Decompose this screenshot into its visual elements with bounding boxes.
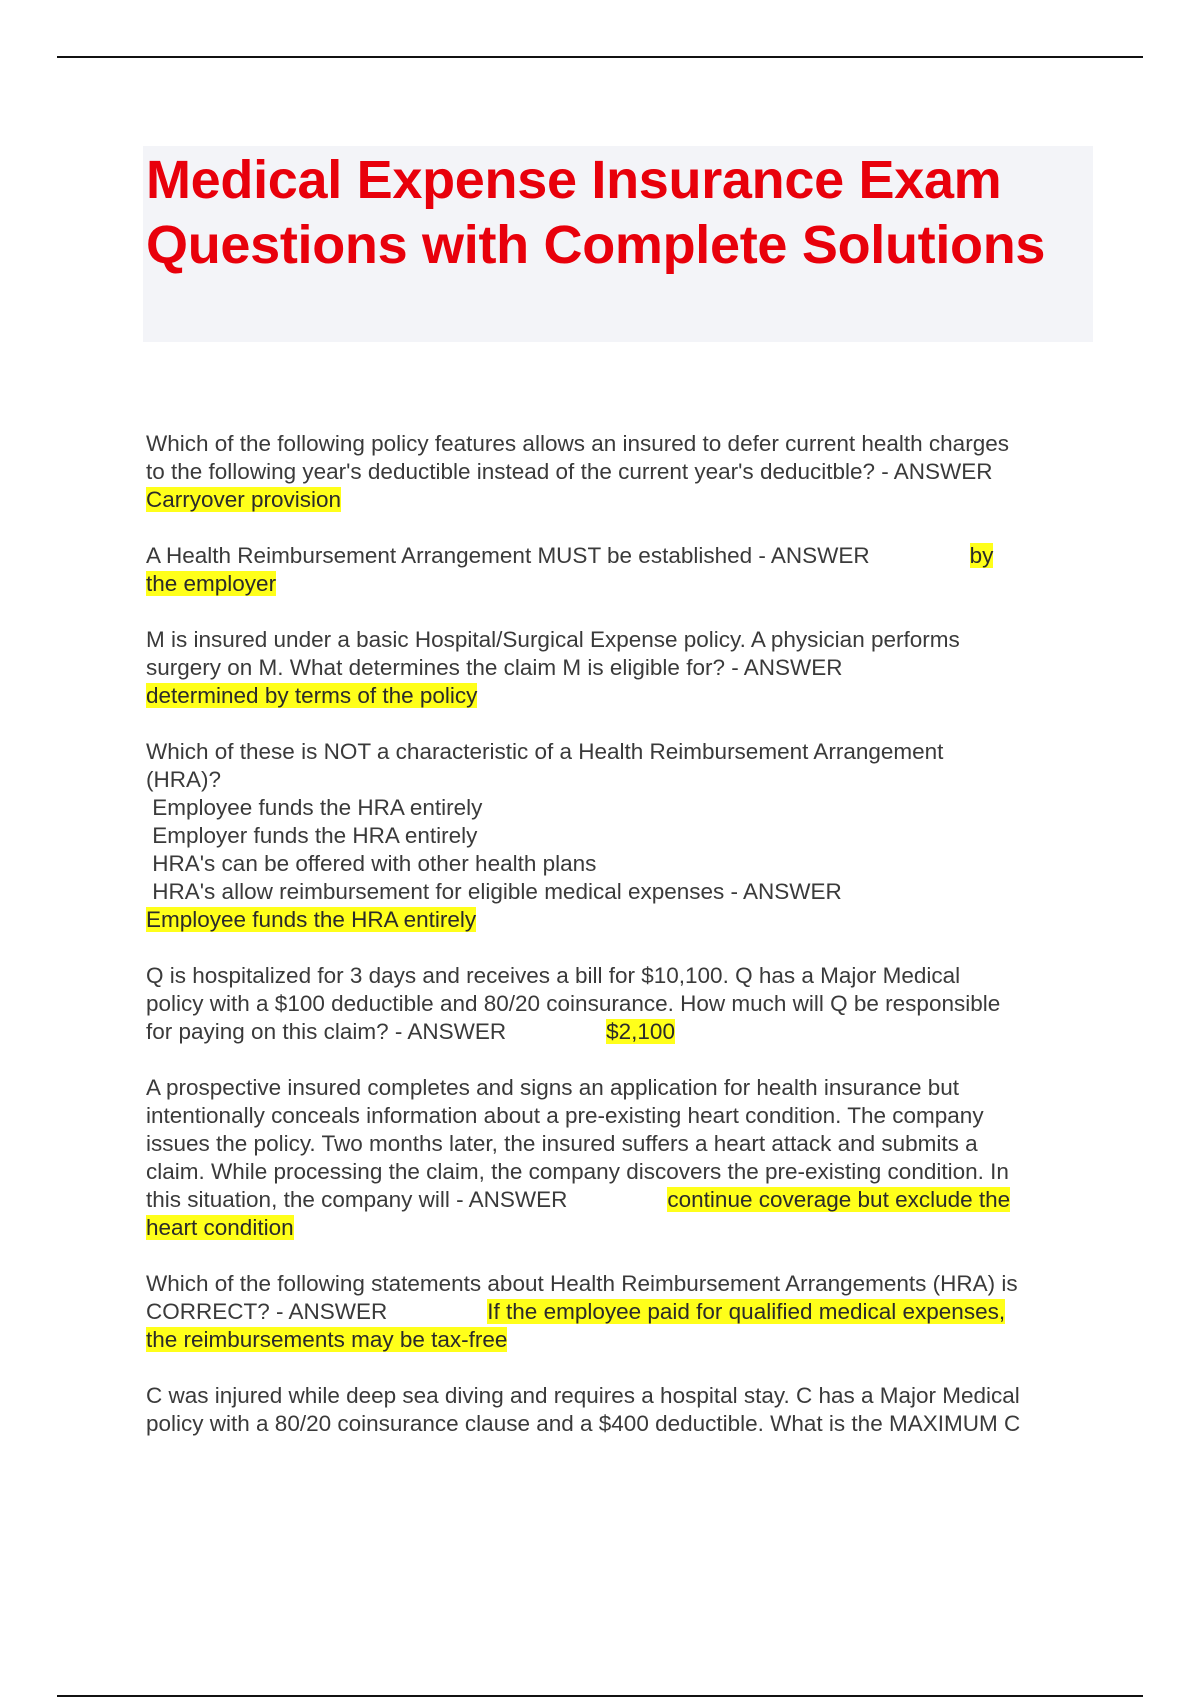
- question-line: issues the policy. Two months later, the insured suffers a heart attack and submits a: [146, 1131, 978, 1156]
- bottom-rule: [57, 1695, 1143, 1697]
- question-line: C was injured while deep sea diving and requires a hospital stay. C has a Major Medical: [146, 1383, 1020, 1408]
- option-line: Employer funds the HRA entirely: [146, 823, 478, 848]
- qa-item: [146, 1074, 1096, 1242]
- top-rule: [57, 56, 1143, 58]
- qa-list: [146, 430, 1096, 1466]
- answer-highlight: heart condition: [146, 1215, 294, 1240]
- answer-highlight: $2,100: [606, 1019, 675, 1044]
- question-line: Which of the following policy features allows an insured to defer current health charges: [146, 431, 1009, 456]
- answer-highlight: determined by terms of the policy: [146, 683, 478, 708]
- qa-item: [146, 542, 1096, 598]
- question-line: to the following year's deductible instead of the current year's deducitble? - ANSWER: [146, 459, 993, 484]
- question-line: for paying on this claim? - ANSWER: [146, 1019, 507, 1044]
- question-line: M is insured under a basic Hospital/Surgical Expense policy. A physician performs: [146, 627, 960, 652]
- answer-highlight: Employee funds the HRA entirely: [146, 907, 477, 932]
- qa-item: [146, 430, 1096, 514]
- answer-highlight: by: [969, 543, 994, 568]
- answer-highlight: continue coverage but exclude the: [667, 1187, 1011, 1212]
- answer-highlight: the reimbursements may be tax-free: [146, 1327, 508, 1352]
- option-line: HRA's allow reimbursement for eligible medical expenses - ANSWER: [146, 879, 842, 904]
- question-line: Q is hospitalized for 3 days and receives a bill for $10,100. Q has a Major Medical: [146, 963, 961, 988]
- answer-highlight: If the employee paid for qualified medical expenses,: [487, 1299, 1006, 1324]
- question-line: intentionally conceals information about a pre-existing heart condition. The company: [146, 1103, 984, 1128]
- option-line: Employee funds the HRA entirely: [146, 795, 483, 820]
- question-line: claim. While processing the claim, the company discovers the pre-existing condition. In: [146, 1159, 1009, 1184]
- qa-item: [146, 962, 1096, 1046]
- question-line: Which of these is NOT a characteristic of a Health Reimbursement Arrangement: [146, 739, 944, 764]
- question-line: surgery on M. What determines the claim M is eligible for? - ANSWER: [146, 655, 843, 680]
- answer-highlight: Carryover provision: [146, 487, 342, 512]
- question-line: (HRA)?: [146, 767, 222, 792]
- qa-item: [146, 1382, 1096, 1438]
- qa-item: [146, 738, 1096, 934]
- question-line: policy with a $100 deductible and 80/20 coinsurance. How much will Q be responsible: [146, 991, 1001, 1016]
- option-line: HRA's can be offered with other health plans: [146, 851, 597, 876]
- qa-item: [146, 626, 1096, 710]
- document-title: Medical Expense Insurance Exam Questions with Complete Solutions: [146, 150, 1046, 275]
- question-line: Which of the following statements about Health Reimbursement Arrangements (HRA) is: [146, 1271, 1018, 1296]
- question-line: CORRECT? - ANSWER: [146, 1299, 388, 1324]
- question-line: A prospective insured completes and signs an application for health insurance but: [146, 1075, 959, 1100]
- question-line: policy with a 80/20 coinsurance clause and a $400 deductible. What is the MAXIMUM C: [146, 1411, 1021, 1436]
- qa-item: [146, 1270, 1096, 1354]
- question-line: A Health Reimbursement Arrangement MUST be established - ANSWER: [146, 543, 870, 568]
- answer-highlight: the employer: [146, 571, 277, 596]
- question-line: this situation, the company will - ANSWER: [146, 1187, 568, 1212]
